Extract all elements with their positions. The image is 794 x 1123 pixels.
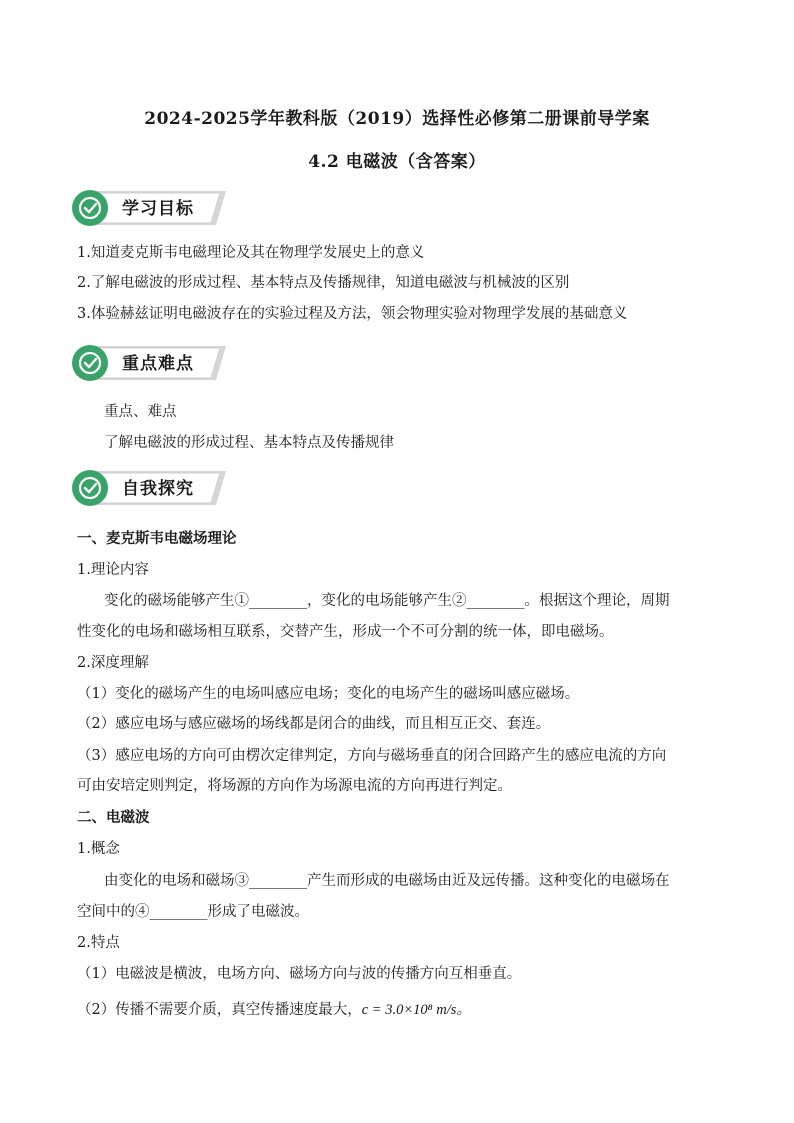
part2-paragraph-line2: 空间中的④________形成了电磁波。 [77, 904, 309, 920]
part1-title: 一、麦克斯韦电磁场理论 [77, 530, 237, 547]
document-subtitle: 4.2 电磁波（含答案） [308, 152, 486, 172]
part1-paragraph-line2: 性变化的电场和磁场相互联系，交替产生，形成一个不可分割的统一体，即电磁场。 [77, 624, 614, 640]
section-banner-explore [70, 467, 228, 509]
banner-label-goals: 学习目标 [122, 199, 194, 219]
goal-item-1: 1.知道麦克斯韦电磁理论及其在物理学发展史上的意义 [77, 245, 425, 261]
part1-subheading-2: 2.深度理解 [77, 655, 149, 671]
goal-item-2: 2.了解电磁波的形成过程、基本特点及传播规律，知道电磁波与机械波的区别 [77, 275, 570, 291]
part1-item-3-line1: （3）感应电场的方向可由楞次定律判定，方向与磁场垂直的闭合回路产生的感应电流的方向 [77, 748, 667, 764]
speed-of-light-formula: c = 3.0×10⁸ m/s。 [361, 1002, 471, 1018]
key-text: 了解电磁波的形成过程、基本特点及传播规律 [104, 435, 394, 451]
part2-title: 二、电磁波 [77, 809, 150, 826]
part1-paragraph-line1: 变化的磁场能够产生①________，变化的电场能够产生②________。根据这个理论，周期 [104, 593, 670, 609]
part1-item-3-line2: 可由安培定则判定，将场源的方向作为场源电流的方向再进行判定。 [77, 778, 512, 794]
section-banner-goals [70, 187, 228, 229]
part2-item-2 [77, 1000, 727, 1020]
part1-item-2: （2）感应电场与感应磁场的场线都是闭合的曲线，而且相互正交、套连。 [77, 716, 551, 732]
section-banner-key [70, 342, 228, 384]
document-title: 2024-2025学年教科版（2019）选择性必修第二册课前导学案 [144, 109, 650, 129]
part2-paragraph-line1: 由变化的电场和磁场③________产生而形成的电磁场由近及远传播。这种变化的电磁场在 [104, 873, 670, 889]
goal-item-3: 3.体验赫兹证明电磁波存在的实验过程及方法，领会物理实验对物理学发展的基础意义 [77, 306, 628, 322]
key-heading: 重点、难点 [104, 404, 177, 420]
banner-label-key: 重点难点 [122, 354, 194, 374]
part2-item-1: （1）电磁波是横波，电场方向、磁场方向与波的传播方向互相垂直。 [77, 966, 522, 982]
part2-item-2-text: （2）传播不需要介质，真空传播速度最大， [77, 1002, 362, 1018]
banner-label-explore: 自我探究 [122, 479, 194, 499]
part1-item-1: （1）变化的磁场产生的电场叫感应电场；变化的电场产生的磁场叫感应磁场。 [77, 686, 580, 702]
part1-subheading-1: 1.理论内容 [77, 562, 149, 578]
part2-subheading-2: 2.特点 [77, 935, 120, 951]
part2-subheading-1: 1.概念 [77, 841, 120, 857]
